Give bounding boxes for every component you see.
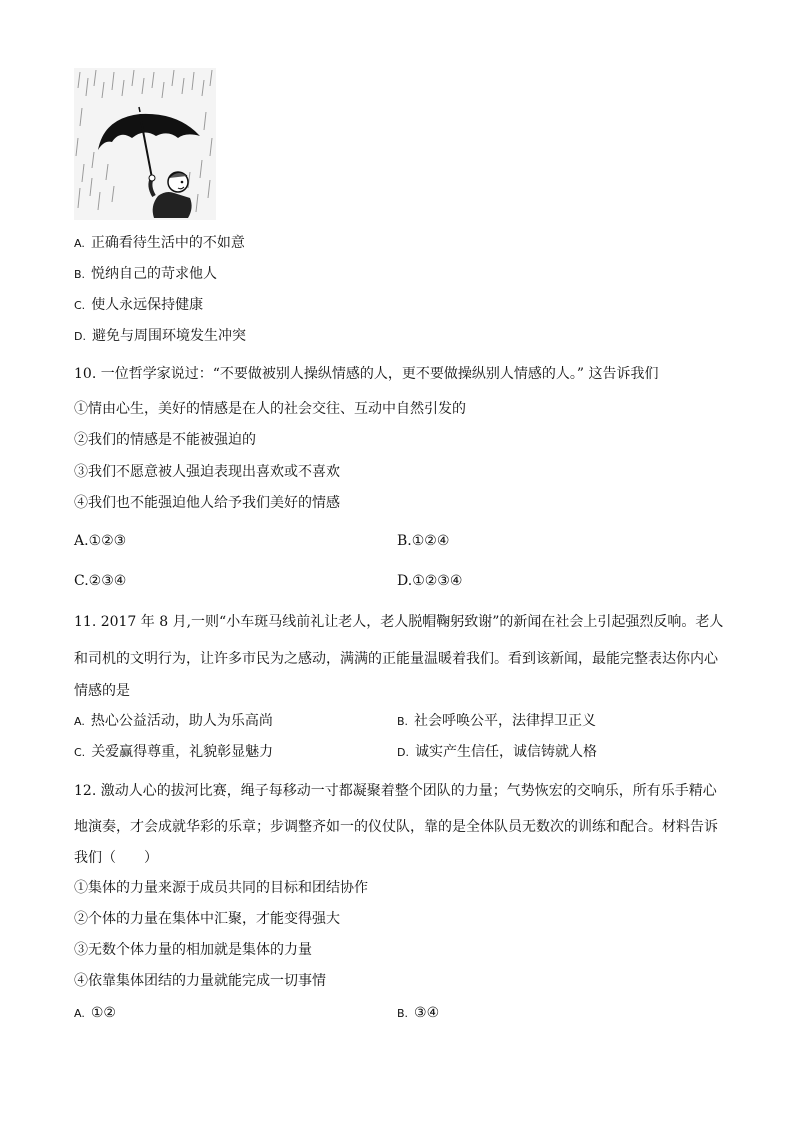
q10-statement-4: ④我们也不能强迫他人给予我们美好的情感 <box>74 495 340 511</box>
q11-option-d[interactable] <box>397 743 597 762</box>
option-text: 热心公益活动，助人为乐高尚 <box>90 713 273 729</box>
option-letter: D. <box>397 746 409 759</box>
option-text: 避免与周围环境发生冲突 <box>91 328 246 344</box>
q11-stem-line-1: 11. 2017 年 8 月,一则“小车斑马线前礼让老人，老人脱帽鞠躬致谢”的新闻在社会上引起强烈反响。老人 <box>74 614 724 630</box>
q12-stem-line-2: 地演奏，才会成就华彩的乐章；步调整齐如一的仪仗队，靠的是全体队员无数次的训练和配合。材料告诉 <box>74 819 718 835</box>
q9-option-d[interactable] <box>74 327 246 346</box>
option-letter: B. <box>397 1007 409 1020</box>
q9-option-c[interactable] <box>74 296 203 315</box>
q11-option-c[interactable] <box>74 743 273 762</box>
option-text: ③④ <box>414 1005 440 1021</box>
q12-option-b[interactable] <box>397 1004 439 1023</box>
q10-statement-3: ③我们不愿意被人强迫表现出喜欢或不喜欢 <box>74 464 340 480</box>
umbrella-man-illustration <box>74 68 216 220</box>
q11-stem-line-2: 和司机的文明行为，让许多市民为之感动，满满的正能量温暖着我们。看到该新闻，最能完整表达你内心 <box>74 651 718 667</box>
q12-statement-2: ②个体的力量在集体中汇聚，才能变得强大 <box>74 911 340 927</box>
q11-option-a[interactable] <box>74 712 273 731</box>
q12-option-a[interactable] <box>74 1004 116 1023</box>
q10-stem: 10. 一位哲学家说过：“不要做被别人操纵情感的人，更不要做操纵别人情感的人。” 这告诉我们 <box>74 366 659 382</box>
q12-stem-line-1: 12. 激动人心的拔河比赛，绳子每移动一寸都凝聚着整个团队的力量；气势恢宏的交响乐，所有乐手精心 <box>74 783 717 799</box>
option-letter: D. <box>397 573 413 589</box>
option-text: ①②③④ <box>412 573 463 589</box>
option-letter: A. <box>74 1007 85 1020</box>
option-text: 诚实产生信任，诚信铸就人格 <box>414 744 597 760</box>
option-letter: A. <box>74 237 85 250</box>
option-text: 使人永远保持健康 <box>91 297 204 313</box>
option-letter: C. <box>74 573 89 589</box>
option-letter: B. <box>74 268 86 281</box>
q10-option-c[interactable] <box>74 572 126 590</box>
option-letter: C. <box>74 299 86 312</box>
q12-stem-line-3: 我们（ ） <box>74 850 158 866</box>
option-text: 关爱赢得尊重，礼貌彰显魅力 <box>91 744 274 760</box>
option-text: ①②③ <box>88 533 127 549</box>
option-text: ①② <box>90 1005 116 1021</box>
option-letter: B. <box>397 533 412 549</box>
q12-statement-4: ④依靠集体团结的力量就能完成一切事情 <box>74 973 326 989</box>
option-letter: A. <box>74 533 89 549</box>
option-letter: C. <box>74 746 86 759</box>
option-letter: D. <box>74 330 86 343</box>
option-text: 社会呼唤公平，法律捍卫正义 <box>414 713 597 729</box>
q10-statement-1: ①情由心生，美好的情感是在人的社会交往、互动中自然引发的 <box>74 401 466 417</box>
option-text: ②③④ <box>88 573 127 589</box>
option-letter: B. <box>397 715 409 728</box>
q12-statement-1: ①集体的力量来源于成员共同的目标和团结协作 <box>74 880 368 896</box>
q10-option-a[interactable] <box>74 532 126 550</box>
q10-option-d[interactable] <box>397 572 462 590</box>
option-text: ①②④ <box>411 533 450 549</box>
option-text: 悦纳自己的苛求他人 <box>91 266 218 282</box>
q9-option-a[interactable] <box>74 234 245 253</box>
option-text: 正确看待生活中的不如意 <box>90 235 245 251</box>
q10-statement-2: ②我们的情感是不能被强迫的 <box>74 432 256 448</box>
q10-option-b[interactable] <box>397 532 449 550</box>
q11-stem-line-3: 情感的是 <box>74 683 130 699</box>
q9-option-b[interactable] <box>74 265 217 284</box>
option-letter: A. <box>74 715 85 728</box>
q11-option-b[interactable] <box>397 712 596 731</box>
q12-statement-3: ③无数个体力量的相加就是集体的力量 <box>74 942 312 958</box>
